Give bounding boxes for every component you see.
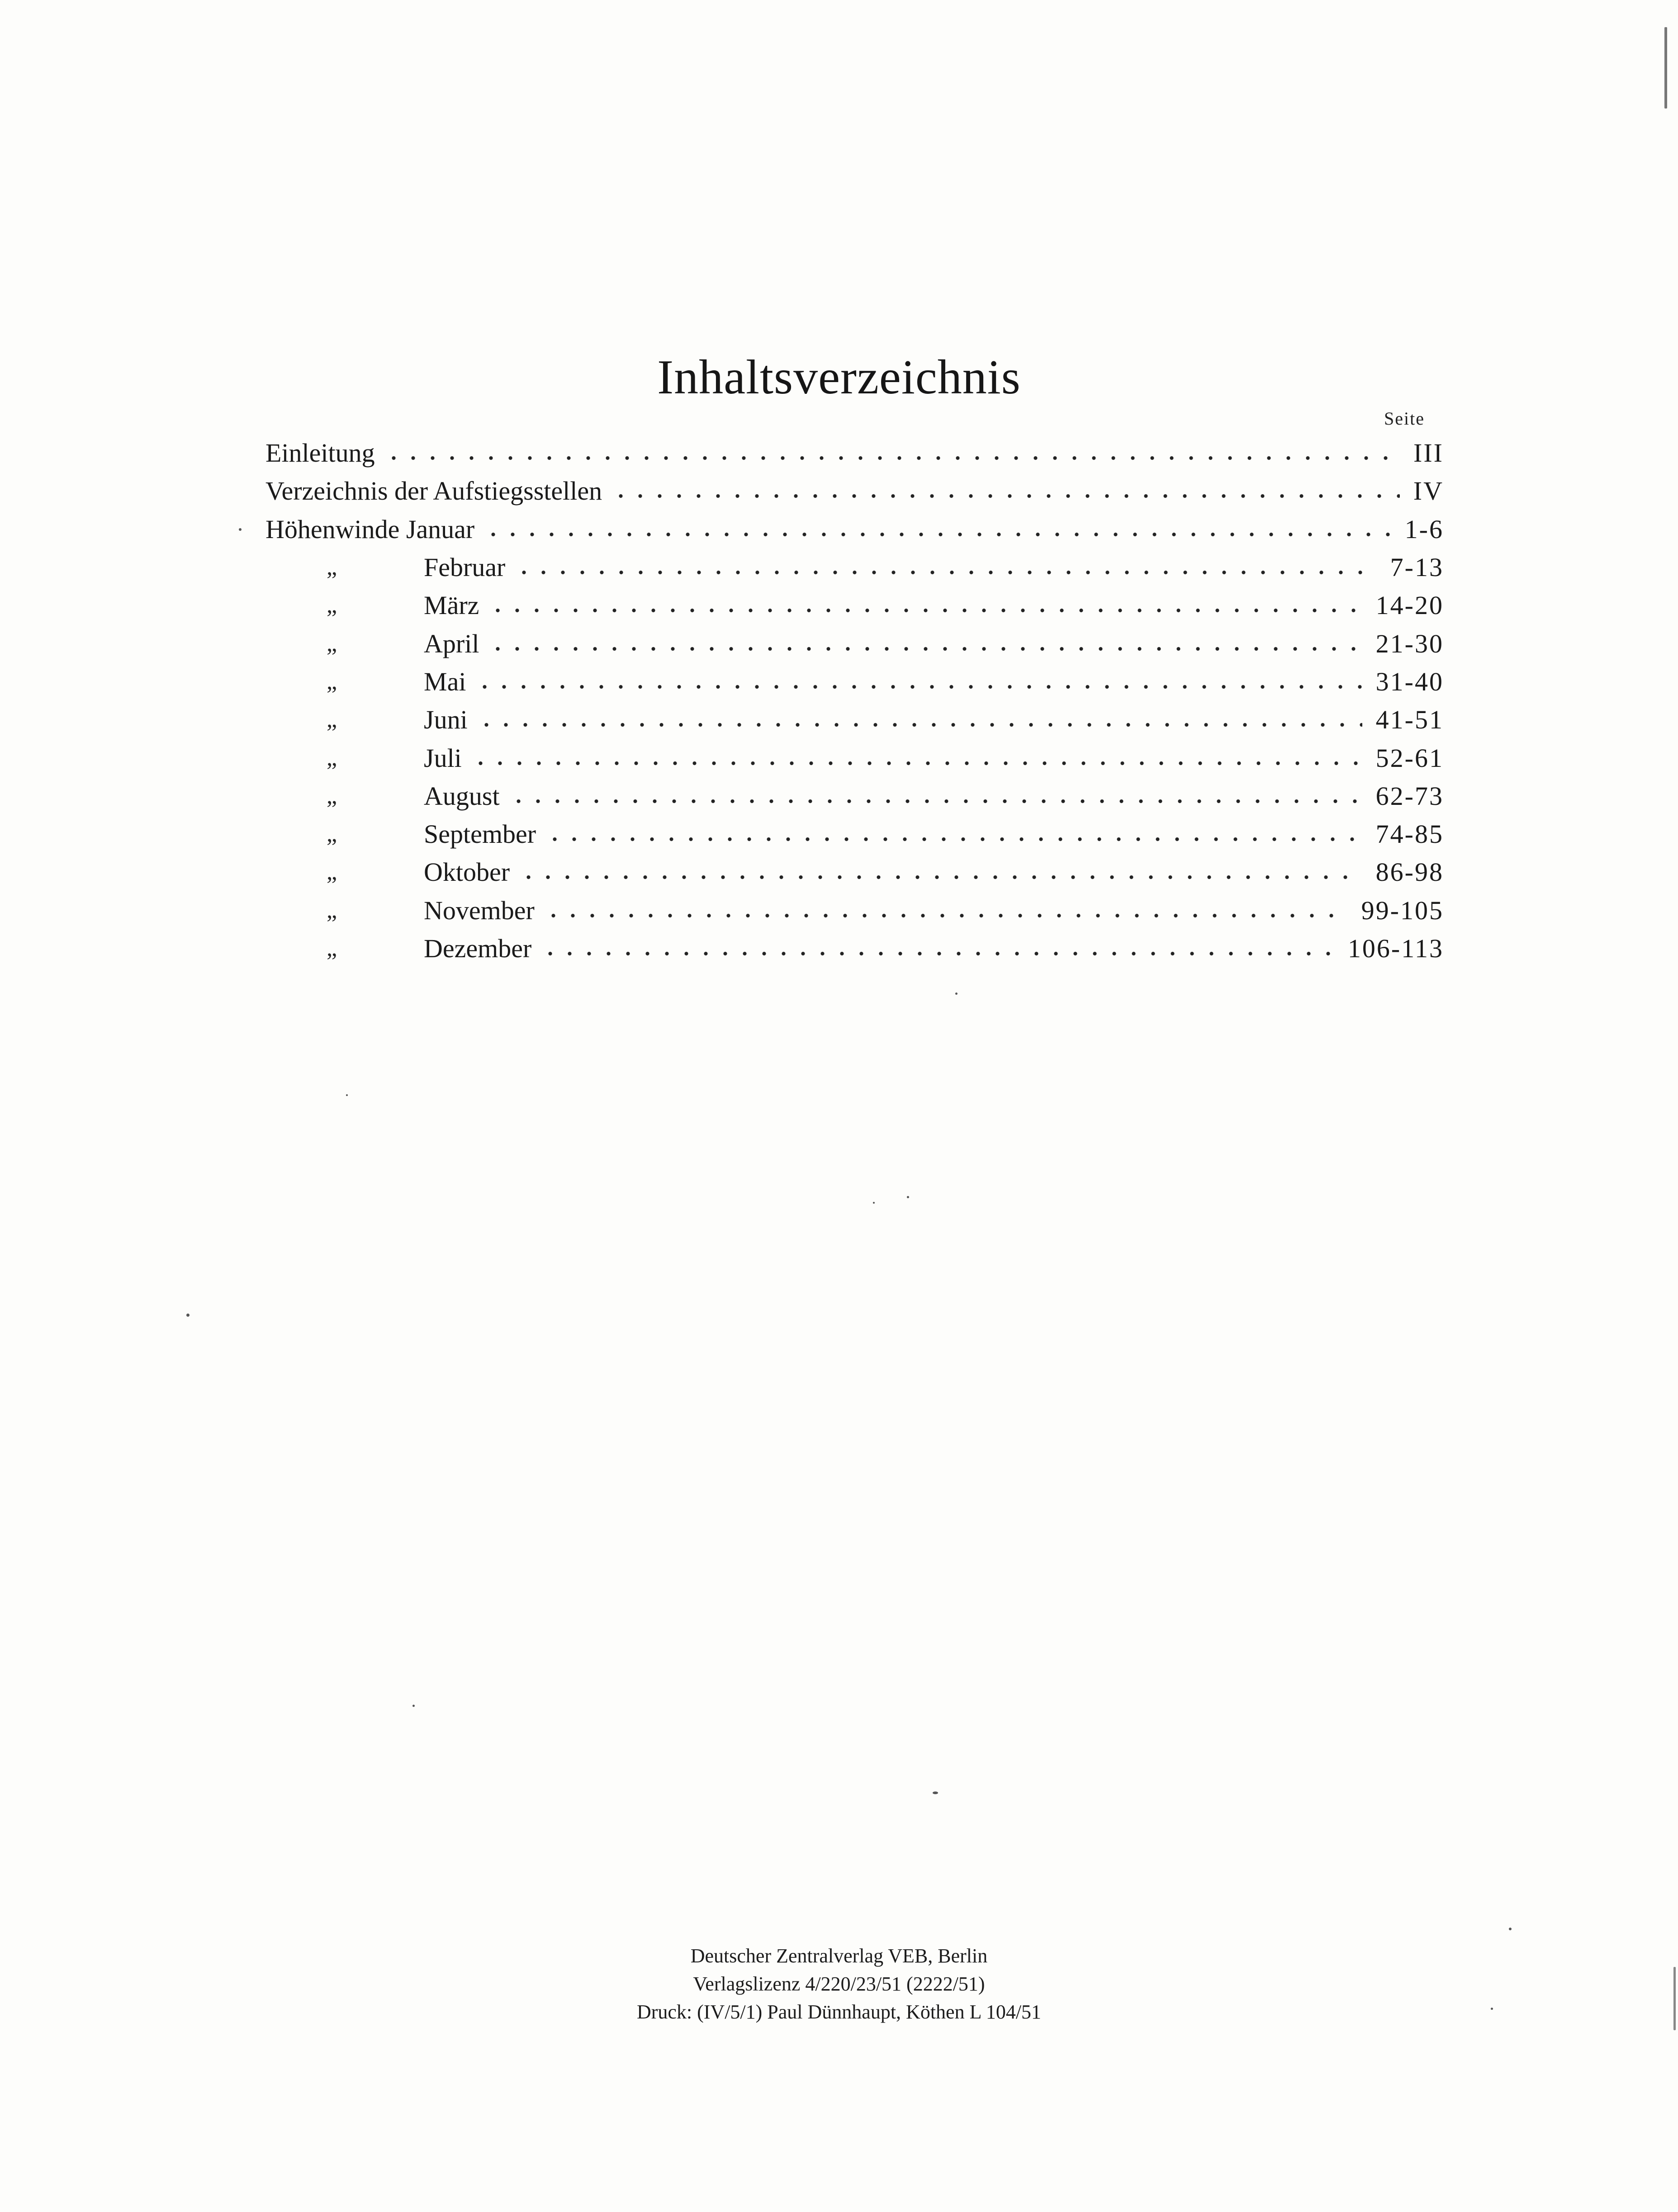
ditto-mark: „ xyxy=(327,936,337,961)
ditto-mark: „ xyxy=(327,897,337,923)
toc-entry-page: IV xyxy=(1413,476,1444,506)
toc-entry-page: 62-73 xyxy=(1375,781,1444,811)
dot-leader xyxy=(611,494,1400,498)
page-column-label: Seite xyxy=(1384,408,1425,429)
scan-speck xyxy=(955,993,958,995)
dot-leader xyxy=(509,799,1362,804)
ditto-mark: „ xyxy=(327,783,337,809)
dot-leader xyxy=(514,570,1376,575)
scan-speck xyxy=(412,1705,415,1707)
imprint xyxy=(0,1942,1678,2026)
toc-entry-label: Februar xyxy=(424,553,506,582)
toc-entry-page: III xyxy=(1413,438,1444,468)
toc-entry-label: Oktober xyxy=(424,857,510,887)
dot-leader xyxy=(477,723,1362,727)
toc-entry-page: 1-6 xyxy=(1404,514,1444,544)
toc-entry-page: 86-98 xyxy=(1375,857,1444,887)
scan-speck xyxy=(873,1202,875,1204)
dot-leader xyxy=(519,875,1362,879)
toc-entry xyxy=(265,434,1444,472)
scan-speck xyxy=(346,1094,348,1096)
scan-speck xyxy=(1491,2008,1493,2010)
toc-entry-label: April xyxy=(424,629,479,658)
toc-entry-page: 7-13 xyxy=(1390,553,1444,582)
toc-entry-label: September xyxy=(424,819,536,849)
toc-entry xyxy=(265,663,1444,701)
toc-entry-label: Juni xyxy=(424,705,468,735)
ditto-mark: „ xyxy=(327,592,337,619)
table-of-contents xyxy=(265,434,1444,968)
imprint-publisher: Deutscher Zentralverlag VEB, Berlin xyxy=(690,1945,988,1967)
scan-speck xyxy=(933,1791,938,1794)
dot-leader xyxy=(488,647,1362,651)
ditto-mark: „ xyxy=(327,745,337,771)
toc-entry-label: Höhenwinde Januar xyxy=(265,514,475,544)
toc-entry-label: Einleitung xyxy=(265,438,375,468)
imprint-license: Verlagslizenz 4/220/23/51 (2222/51) xyxy=(693,1973,985,1995)
toc-entry-page: 52-61 xyxy=(1375,743,1444,773)
toc-entry xyxy=(265,624,1444,662)
toc-entry-label: November xyxy=(424,895,535,925)
toc-entry xyxy=(265,777,1444,815)
ditto-mark: „ xyxy=(327,859,337,885)
ditto-mark: „ xyxy=(327,707,337,733)
scan-speck xyxy=(1664,27,1667,109)
toc-entry xyxy=(265,701,1444,739)
toc-entry xyxy=(265,815,1444,853)
toc-entry-page: 31-40 xyxy=(1375,666,1444,696)
ditto-mark: „ xyxy=(327,630,337,657)
toc-entry-label: Juli xyxy=(424,743,462,773)
toc-entry-page: 106-113 xyxy=(1347,934,1444,963)
scan-speck xyxy=(1673,1967,1676,2030)
dot-leader xyxy=(544,913,1348,918)
toc-entry-page: 21-30 xyxy=(1375,629,1444,658)
ditto-mark: „ xyxy=(327,821,337,847)
scan-speck xyxy=(907,1196,909,1198)
toc-entry-label: März xyxy=(424,591,479,620)
page-title: Inhaltsverzeichnis xyxy=(657,350,1021,404)
toc-entry xyxy=(265,586,1444,624)
dot-leader xyxy=(483,532,1391,537)
imprint-printer: Druck: (IV/5/1) Paul Dünnhaupt, Köthen L 104/51 xyxy=(636,2001,1042,2023)
toc-entry xyxy=(265,739,1444,777)
toc-entry-page: 14-20 xyxy=(1375,591,1444,620)
dot-leader xyxy=(540,951,1334,956)
toc-entry xyxy=(265,510,1444,548)
toc-entry-page: 41-51 xyxy=(1375,705,1444,735)
dot-leader xyxy=(475,685,1362,689)
toc-entry-label: Verzeichnis der Aufstiegsstellen xyxy=(265,476,602,506)
scan-speck xyxy=(1509,1928,1512,1930)
toc-entry xyxy=(265,892,1444,930)
dot-leader xyxy=(384,456,1400,460)
dot-leader xyxy=(471,761,1362,766)
dot-leader xyxy=(488,608,1362,613)
toc-entry-page: 74-85 xyxy=(1375,819,1444,849)
ditto-mark: „ xyxy=(327,668,337,695)
scan-speck xyxy=(186,1314,190,1317)
toc-entry xyxy=(265,930,1444,968)
toc-entry-label: Dezember xyxy=(424,934,532,963)
toc-entry-page: 99-105 xyxy=(1361,895,1444,925)
ditto-mark: „ xyxy=(327,554,337,581)
toc-entry xyxy=(265,853,1444,891)
toc-entry-label: Mai xyxy=(424,666,466,696)
toc-entry xyxy=(265,472,1444,510)
scan-speck xyxy=(239,528,242,531)
dot-leader xyxy=(545,837,1362,841)
toc-entry-label: August xyxy=(424,781,500,811)
toc-entry xyxy=(265,548,1444,586)
